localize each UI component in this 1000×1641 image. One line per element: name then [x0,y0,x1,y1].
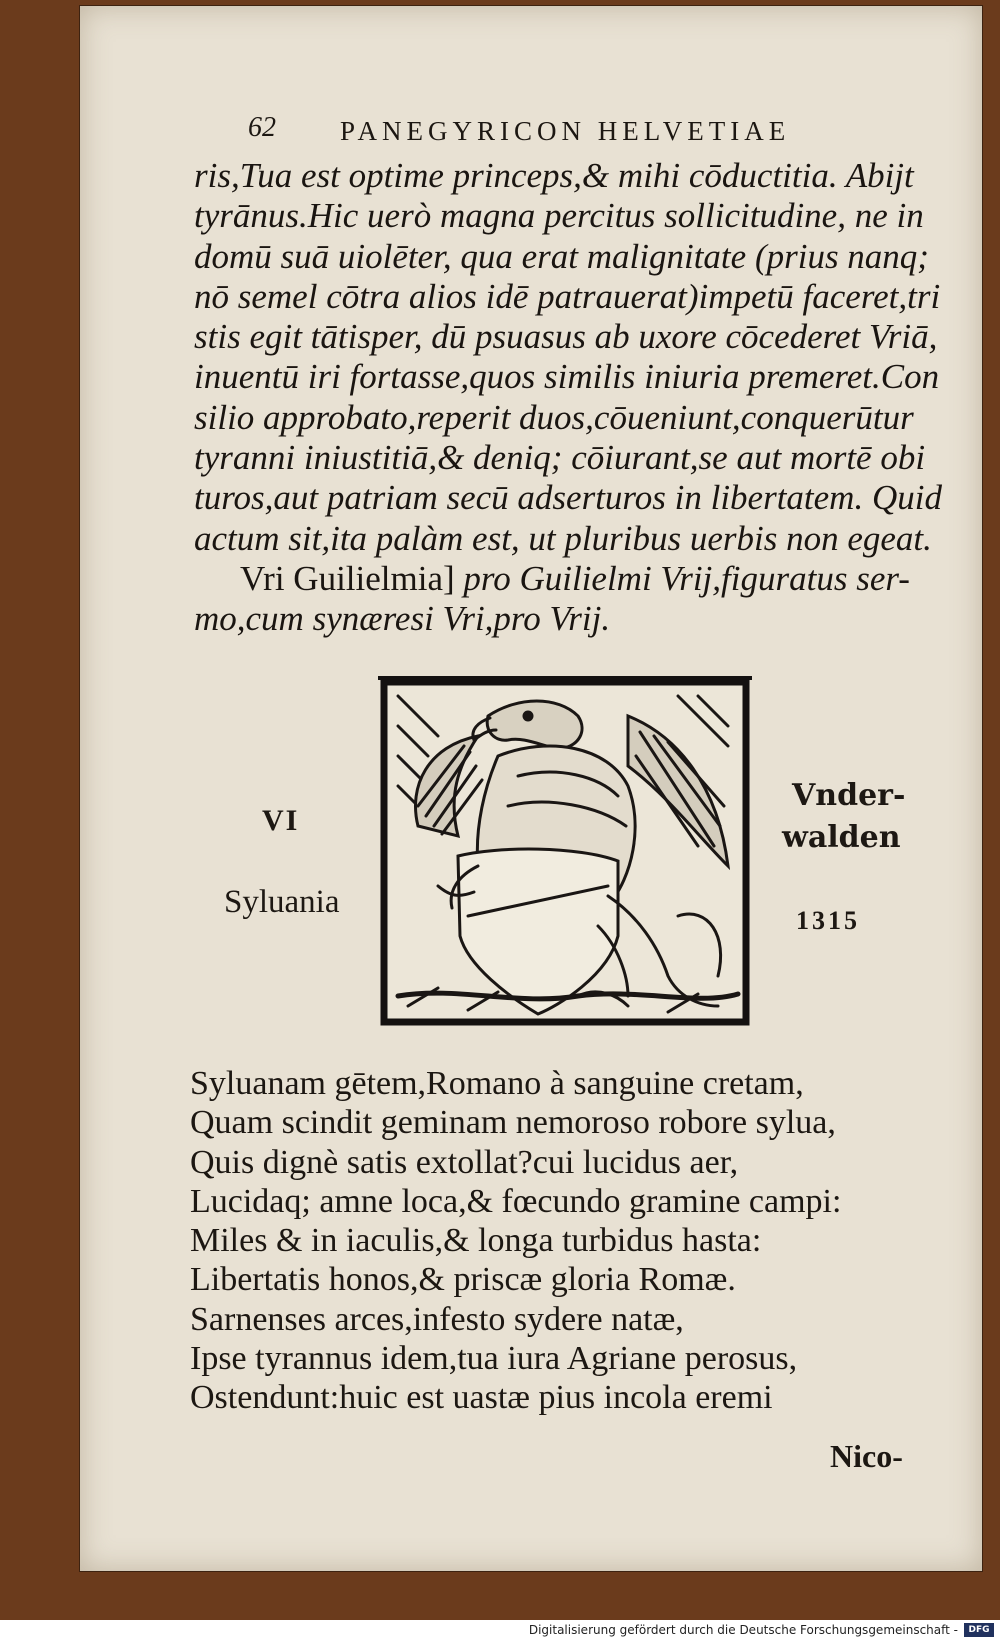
woodcut-label-right-1: Vnder- [792,778,906,813]
commentary-line: ris,Tua est optime princeps,& mihi cōductitia. Abijt [194,156,914,195]
note-line [194,559,934,599]
verse-line: Lucidaq; amne loca,& fœcundo gramine campi: [190,1182,842,1220]
running-header [248,112,898,156]
commentary-line: domū suā uiolēter, qua erat malignitate (prius nanq; [194,236,929,276]
running-title: PANEGYRICON HELVETIAE [340,116,791,146]
verse-line: Miles & in iaculis,& longa turbidus hasta: [190,1222,762,1260]
commentary-line: tyranni iniustitiā,& deniq; cōiurant,se aut mortē obi [194,438,926,478]
commentary-line: tyrānus.Hic uerò magna percitus sollicitudine, ne in [194,196,924,236]
verse-line: Quis dignè satis extollat?cui lucidus aer, [190,1143,739,1181]
commentary-line: silio approbato,reperit duos,cōueniunt,conquerūtur [194,397,914,437]
woodcut-numeral: VI [262,804,300,837]
footer-bar [0,1620,1000,1641]
note-text: pro Guilielmi Vrij,figuratus ser- [463,558,910,598]
commentary-line: actum sit,ita palàm est, ut pluribus uerbis non egeat. [194,518,932,558]
commentary-line: inuentū iri fortasse,quos similis iniuria premeret.Con [194,357,940,397]
catchword: Nico- [830,1438,903,1474]
commentary-line: turos,aut patriam secū adserturos in libertatem. Quid [194,478,942,518]
woodcut-year: 1315 [796,906,860,935]
verse-line: Libertatis honos,& priscæ gloria Romæ. [190,1261,736,1299]
commentary-line: nō semel cōtra alios idē patrauerat)impetū faceret,tri [194,276,941,316]
note-line: mo,cum synæresi Vri,pro Vrij. [194,599,611,639]
commentary-text [194,156,942,640]
verse-line: Quam scindit geminam nemoroso robore sylua, [190,1104,836,1142]
verse-line: Ipse tyrannus idem,tua iura Agriane perosus, [190,1340,798,1378]
footer-credit: Digitalisierung gefördert durch die Deutsche Forschungsgemeinschaft - [528,1623,958,1637]
dfg-logo: DFG [964,1623,994,1637]
woodcut-label-right-2: walden [782,820,901,855]
verse-line: Syluanam gētem,Romano à sanguine cretam, [190,1065,804,1102]
note-lemma: Vri Guilielmia] [240,558,455,598]
commentary-line: stis egit tātisper, dū psuasus ab uxore cōcederet Vriā, [194,317,938,357]
woodcut-label-left: Syluania [224,884,340,920]
eagle-woodcut-illustration [378,676,752,1030]
verse-line: Sarnenses arces,infesto sydere natæ, [190,1300,684,1338]
verse-line: Ostendunt:huic est uastæ pius incola eremi [190,1379,773,1417]
page-number: 62 [248,112,276,143]
verse-text [190,1064,950,1418]
